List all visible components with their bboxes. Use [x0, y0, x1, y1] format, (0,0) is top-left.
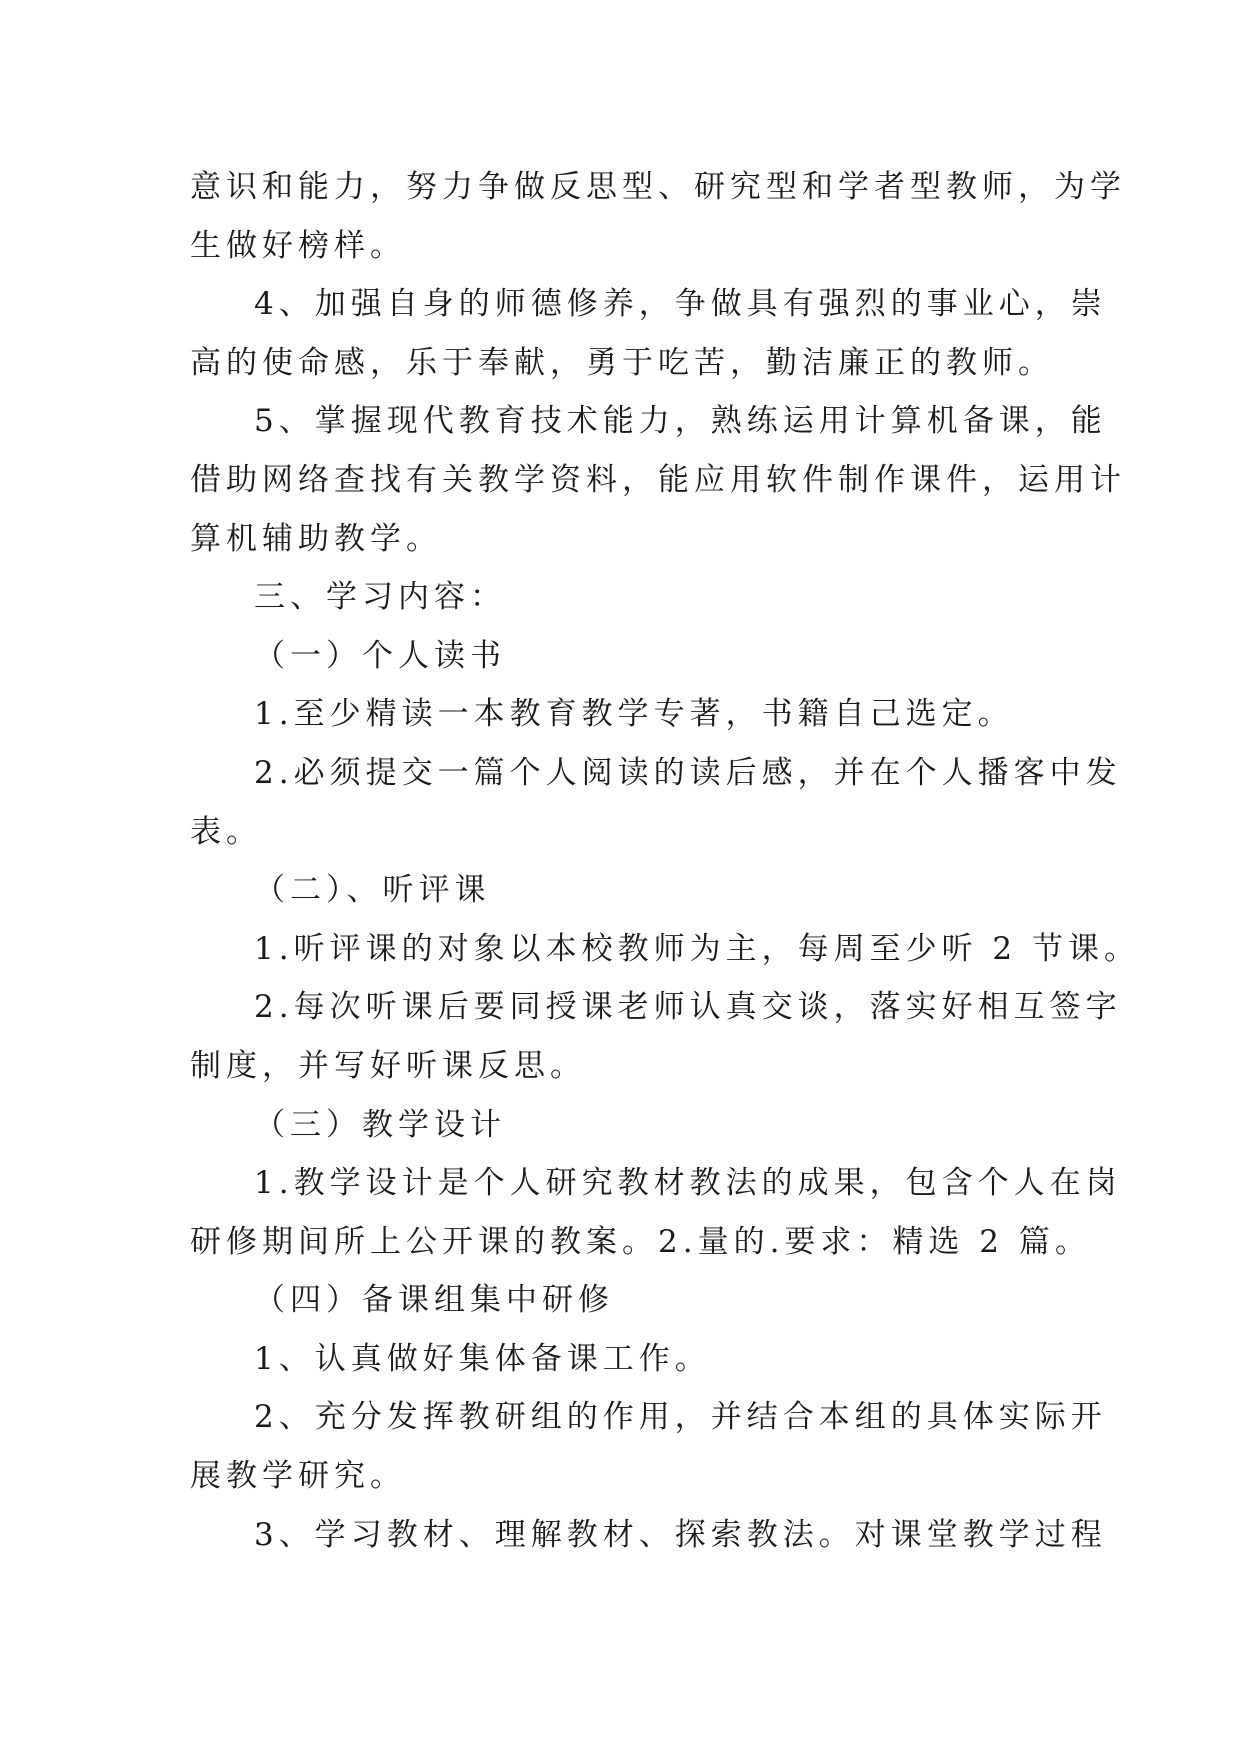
- text-line: 5、掌握现代教育技术能力，熟练运用计算机备课，能: [254, 403, 1107, 440]
- text-line: 借助网络查找有关教学资料，能应用软件制作课件，运用计: [190, 461, 1126, 498]
- text-line: 展教学研究。: [190, 1458, 406, 1495]
- text-line: 1.教学设计是个人研究教材教法的成果，包含个人在岗: [254, 1165, 1122, 1202]
- text-line: 1、认真做好集体备课工作。: [254, 1340, 711, 1377]
- subsection-heading: （三）教学设计: [254, 1106, 506, 1143]
- text-line: 制度，并写好听课反思。: [190, 1047, 586, 1084]
- text-line: 4、加强自身的师德修养，争做具有强烈的事业心，崇: [254, 286, 1107, 323]
- text-line: 1.听评课的对象以本校教师为主，每周至少听 2 节课。: [254, 930, 1141, 967]
- text-line: 算机辅助教学。: [190, 520, 442, 557]
- subsection-heading: （四）备课组集中研修: [254, 1282, 614, 1319]
- subsection-heading: （二）、听评课: [254, 872, 491, 909]
- section-heading: 三、学习内容：: [254, 579, 506, 616]
- text-line: 高的使命感，乐于奉献，勇于吃苦，勤洁廉正的教师。: [190, 344, 1054, 381]
- text-line: 研修期间所上公开课的教案。2.量的.要求：精选 2 篇。: [190, 1223, 1091, 1260]
- text-line: 3、学习教材、理解教材、探索教法。对课堂教学过程: [254, 1516, 1107, 1553]
- text-line: 2.必须提交一篇个人阅读的读后感，并在个人播客中发: [254, 754, 1122, 791]
- document-body: [190, 158, 1141, 1564]
- text-line: 2.每次听课后要同授课老师认真交谈，落实好相互签字: [254, 989, 1122, 1026]
- text-line: 意识和能力，努力争做反思型、研究型和学者型教师，为学: [190, 169, 1126, 205]
- text-line: 生做好榜样。: [190, 227, 406, 264]
- text-line: 表。: [190, 813, 262, 850]
- text-line: 1.至少精读一本教育教学专著，书籍自己选定。: [254, 696, 1014, 733]
- subsection-heading: （一）个人读书: [254, 637, 506, 674]
- text-line: 2、充分发挥教研组的作用，并结合本组的具体实际开: [254, 1399, 1107, 1436]
